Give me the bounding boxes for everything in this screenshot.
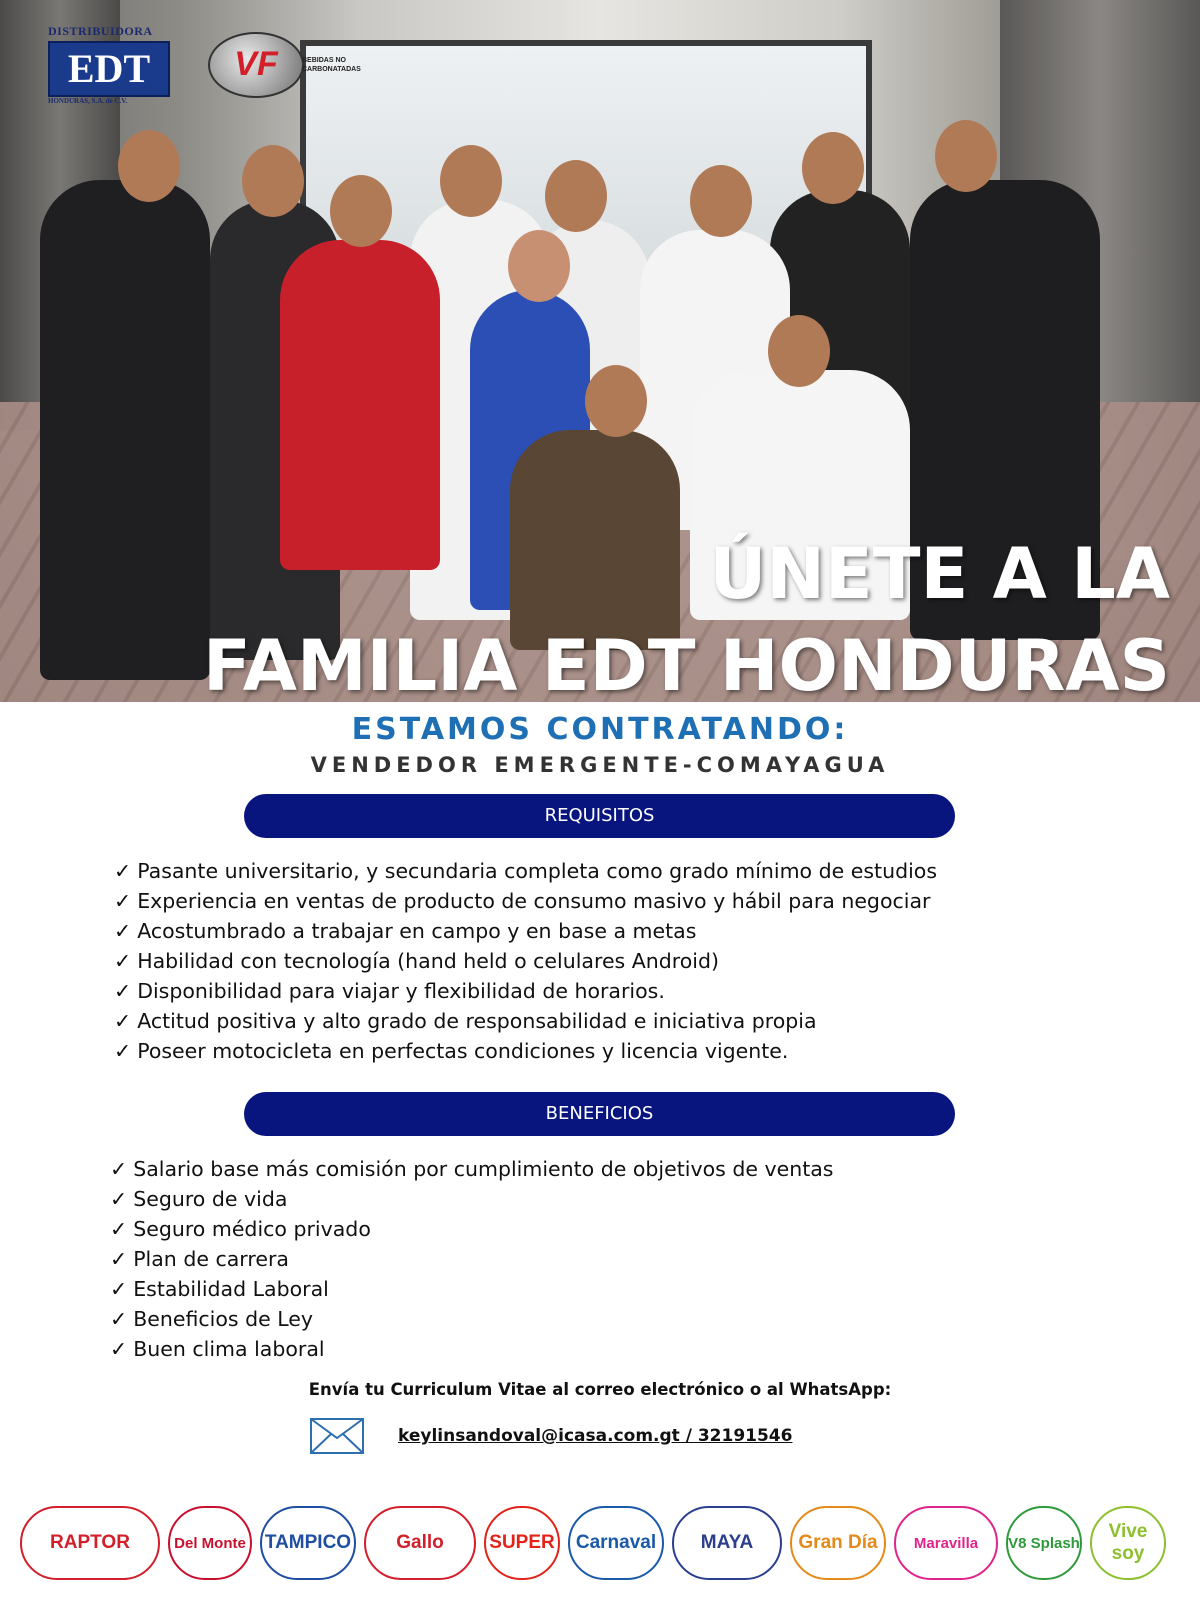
person-head <box>545 160 607 232</box>
benefits-item-text: Salario base más comisión por cumplimiento de objetivos de ventas <box>133 1157 834 1181</box>
brand-logo: Carnaval <box>568 1506 664 1580</box>
position-title: VENDEDOR EMERGENTE-COMAYAGUA <box>310 753 890 777</box>
brand-logo: Vive soy <box>1090 1506 1166 1580</box>
person-head <box>935 120 997 192</box>
headline-line-2: FAMILIA EDT HONDURAS <box>202 625 1170 702</box>
person-head <box>330 175 392 247</box>
requirements-item <box>114 916 937 946</box>
person-head <box>690 165 752 237</box>
brand-logo: Maravilla <box>894 1506 998 1580</box>
check-icon: ✓ <box>114 979 132 1003</box>
benefits-item <box>110 1154 834 1184</box>
brand-logo: Gran Día <box>790 1506 886 1580</box>
requirements-item <box>114 886 937 916</box>
check-icon: ✓ <box>110 1187 128 1211</box>
person-head <box>118 130 180 202</box>
requirements-list <box>114 856 937 1066</box>
requirements-item-text: Disponibilidad para viajar y flexibilidad de horarios. <box>137 979 665 1003</box>
benefits-item <box>110 1274 834 1304</box>
benefits-item-text: Buen clima laboral <box>133 1337 325 1361</box>
benefits-item-text: Estabilidad Laboral <box>133 1277 329 1301</box>
brand-logo: V8 Splash <box>1006 1506 1082 1580</box>
requirements-item <box>114 946 937 976</box>
check-icon: ✓ <box>110 1337 128 1361</box>
check-icon: ✓ <box>110 1307 128 1331</box>
brand-logos-row <box>20 1506 1190 1590</box>
person <box>40 180 210 680</box>
benefits-item-text: Seguro de vida <box>133 1187 288 1211</box>
check-icon: ✓ <box>114 1039 132 1063</box>
requirements-item <box>114 976 937 1006</box>
brand-logo: TAMPICO <box>260 1506 356 1580</box>
check-icon: ✓ <box>110 1157 128 1181</box>
brand-logo: Gallo <box>364 1506 476 1580</box>
requirements-item <box>114 1006 937 1036</box>
vf-logo-text: BEBIDAS NO CARBONATADAS <box>302 57 361 73</box>
person-head <box>802 132 864 204</box>
person-head <box>508 230 570 302</box>
envelope-icon <box>310 1418 364 1454</box>
benefits-item <box>110 1244 834 1274</box>
vf-logo <box>208 32 388 94</box>
check-icon: ✓ <box>114 949 132 973</box>
check-icon: ✓ <box>114 1009 132 1033</box>
headline <box>203 528 1170 702</box>
check-icon: ✓ <box>110 1217 128 1241</box>
hero-photo <box>0 0 1200 702</box>
person-head <box>242 145 304 217</box>
benefits-item <box>110 1334 834 1364</box>
check-icon: ✓ <box>110 1277 128 1301</box>
requirements-item-text: Pasante universitario, y secundaria completa como grado mínimo de estudios <box>137 859 938 883</box>
edt-logo: DISTRIBUIDORA EDT HONDURAS, S.A. de C.V. <box>48 24 172 104</box>
headline-line-1: ÚNETE A LA <box>709 533 1170 615</box>
person-head <box>585 365 647 437</box>
benefits-item <box>110 1184 834 1214</box>
brand-logo: MAYA <box>672 1506 782 1580</box>
person-head <box>768 315 830 387</box>
requirements-item <box>114 856 937 886</box>
requirements-item-text: Habilidad con tecnología (hand held o celulares Android) <box>137 949 720 973</box>
benefits-item-text: Seguro médico privado <box>133 1217 371 1241</box>
person-head <box>440 145 502 217</box>
requirements-header: REQUISITOS <box>244 794 955 838</box>
hiring-title: ESTAMOS CONTRATANDO: <box>351 712 849 747</box>
requirements-item-text: Poseer motocicleta en perfectas condiciones y licencia vigente. <box>137 1039 789 1063</box>
requirements-item-text: Acostumbrado a trabajar en campo y en base a metas <box>137 919 697 943</box>
benefits-item <box>110 1214 834 1244</box>
vf-logo-mark: VF <box>208 32 304 98</box>
requirements-item <box>114 1036 937 1066</box>
check-icon: ✓ <box>114 859 132 883</box>
requirements-item-text: Actitud positiva y alto grado de responsabilidad e iniciativa propia <box>137 1009 817 1033</box>
brand-logo: Del Monte <box>168 1506 252 1580</box>
send-cv-instructions: Envía tu Curriculum Vitae al correo electrónico o al WhatsApp: <box>308 1380 892 1399</box>
check-icon: ✓ <box>114 919 132 943</box>
benefits-item-text: Plan de carrera <box>133 1247 289 1271</box>
requirements-item-text: Experiencia en ventas de producto de consumo masivo y hábil para negociar <box>137 889 931 913</box>
benefits-item <box>110 1304 834 1334</box>
check-icon: ✓ <box>110 1247 128 1271</box>
benefits-item-text: Beneficios de Ley <box>133 1307 314 1331</box>
contact-email-phone-link[interactable]: keylinsandoval@icasa.com.gt / 32191546 <box>398 1426 793 1446</box>
check-icon: ✓ <box>114 889 132 913</box>
person <box>280 240 440 570</box>
brand-logo: SUPER <box>484 1506 560 1580</box>
benefits-header: BENEFICIOS <box>244 1092 955 1136</box>
brand-logo: RAPTOR <box>20 1506 160 1580</box>
benefits-list <box>110 1154 834 1364</box>
